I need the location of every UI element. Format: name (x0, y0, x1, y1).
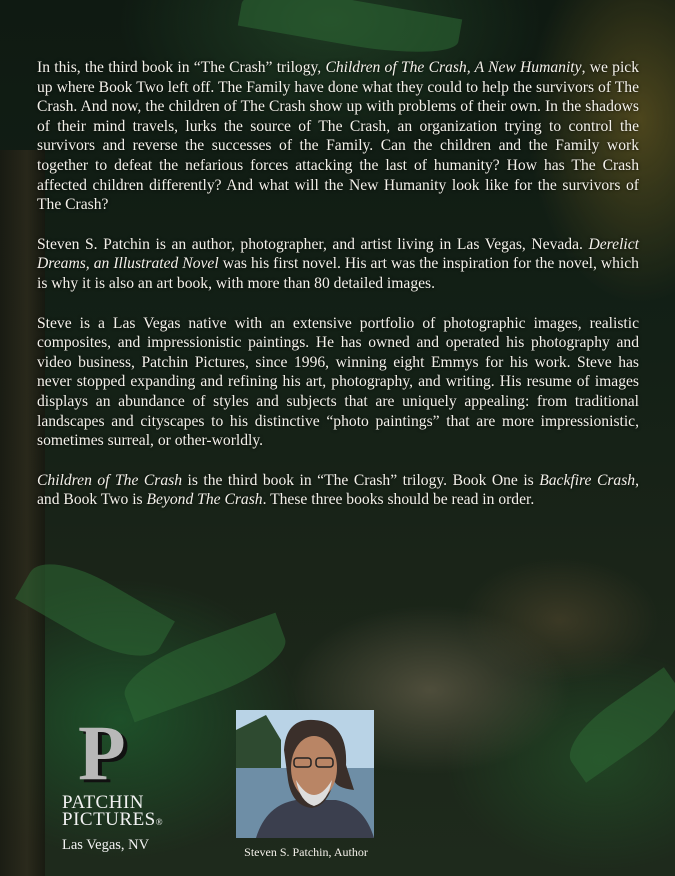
paragraph (37, 235, 639, 294)
italic-title-text: Derelict Dreams, an Illustrated Novel (37, 235, 639, 273)
author-photo (236, 710, 374, 838)
logo-name-line2: PICTURES (62, 809, 156, 830)
paragraph-text: was his first novel. His art was the inspiration for the novel, which is why it is also an art book, with more than 80 detailed images. (37, 255, 639, 292)
back-cover-text (37, 58, 639, 530)
italic-title-text: Children of The Crash (37, 471, 182, 489)
italic-title-text: Beyond The Crash (146, 491, 263, 509)
paragraph (37, 471, 639, 510)
logo-mark: P (78, 709, 126, 796)
paragraph (37, 314, 639, 451)
leaf-decoration (557, 667, 675, 783)
paragraph-text: is the third book in “The Crash” trilogy. Book One is (182, 471, 540, 489)
paragraph-text: , and Book Two is (37, 471, 639, 509)
registered-mark: ® (155, 817, 164, 827)
photo-caption: Steven S. Patchin, Author (244, 845, 368, 859)
italic-title-text: Children of The Crash, A New Humanity (325, 59, 582, 76)
paragraph-text: . These three books should be read in order. (262, 491, 535, 509)
paragraph-text: Steven S. Patchin is an author, photographer, and artist living in Las Vegas, Nevada. (37, 235, 589, 253)
leaf-decoration (238, 0, 462, 64)
logo-location: Las Vegas, NV (62, 837, 150, 853)
italic-title-text: Backfire Crash (539, 471, 636, 489)
patchin-pictures-logo (62, 709, 172, 854)
paragraph (37, 58, 639, 215)
paragraph-text: Steve is a Las Vegas native with an extensive portfolio of photographic images, realistic composites, and impressionistic paintings. He has owned and operated his photography and video business, Patchin Pictures, since 1996, winning eight Emmys for his work. Steve has never stopped expanding and refining his art, photography, and writing. His resume of images displays an abundance of styles and subjects that are uniquely appealing: from traditional landscapes and cityscapes to his distinctive “photo paintings” that are more impressionistic, sometimes surreal, or other-worldly. (37, 314, 639, 450)
paragraph-text: In this, the third book in “The Crash” trilogy, (37, 59, 326, 76)
paragraph-text: , we pick up where Book Two left off. The Family have done what they could to help the survivors of The Crash. And now, the children of The Crash show up with problems of their own. In the shadows of their mind travels, lurks the source of The Crash, an organization trying to control the survivors and reverse the successes of the Family. Can the children and the Family work together to defeat the nefarious forces attacking the last of humanity? How has The Crash affected children differently? And what will the New Humanity look like for the survivors of The Crash? (37, 59, 639, 214)
logo-name-line1: PATCHIN (62, 792, 144, 813)
